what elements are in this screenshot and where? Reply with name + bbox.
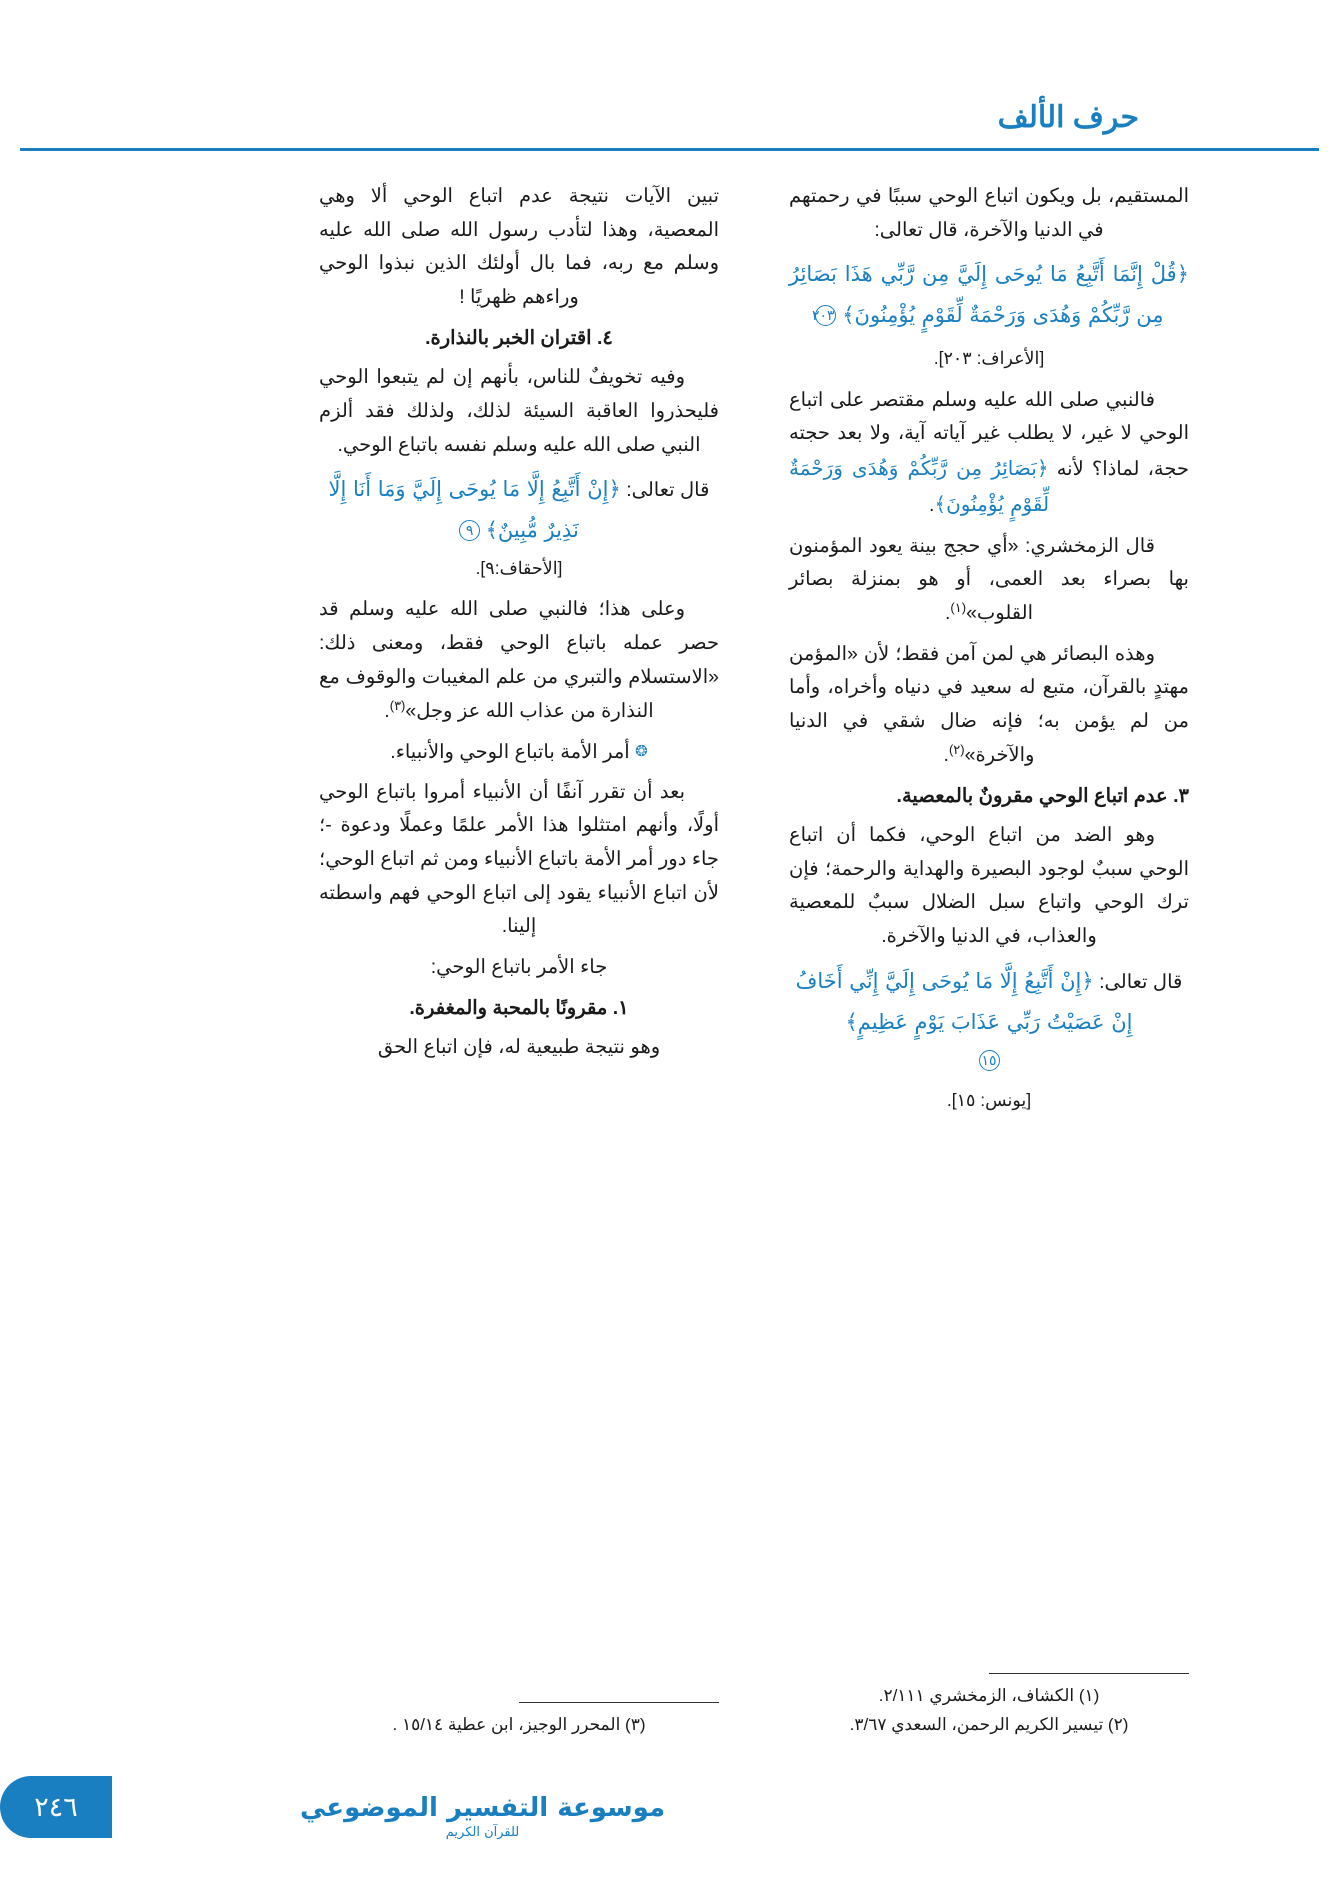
section-heading: ٣. عدم اتباع الوحي مقرونٌ بالمعصية. — [896, 784, 1189, 807]
quran-verse: ﴿إِنْ أَتَّبِعُ إِلَّا مَا يُوحَى إِلَيَّ إِنِّي أَخَافُ إِنْ عَصَيْتُ رَبِّي عَذَابَ يَوْمٍ عَظِيمٍ﴾ — [795, 968, 1133, 1034]
paragraph-text: وهذه البصائر هي لمن آمن فقط؛ لأن «المؤمن مهتدٍ بالقرآن، متبع له سعيد في دنياه وأخراه، وأما من لم يؤمن به؛ فإنه ضال شقي في الدنيا والآخرة» — [789, 642, 1189, 766]
paragraph: المستقيم، بل ويكون اتباع الوحي سببًا في رحمتهم في الدنيا والآخرة، قال تعالى: — [789, 185, 1189, 241]
ayah-number-badge: ٢٠٣ — [815, 305, 836, 326]
footnote-divider — [519, 1702, 719, 1704]
page-footer — [0, 1758, 1339, 1848]
footnote-item: (٢) تيسير الكريم الرحمن، السعدي ٣/٦٧. — [849, 1715, 1129, 1735]
verse-intro-label: قال تعالى: — [1099, 970, 1183, 993]
paragraph — [319, 361, 719, 462]
paragraph-text: قال الزمخشري: «أي حجج بينة يعود المؤمنون بها بصراء بعد العمى، أو هو بمنزلة بصائر القلوب» — [789, 534, 1189, 625]
footnotes-left — [319, 1702, 719, 1740]
publisher-logo — [300, 1793, 665, 1840]
verse-reference: [الأعراف: ٢٠٣]. — [933, 348, 1045, 369]
paragraph — [789, 530, 1189, 631]
footnote-divider — [989, 1673, 1189, 1675]
bullet-heading — [319, 736, 719, 769]
flower-bullet-icon: ❂ — [635, 743, 648, 761]
section-heading: ١. مقرونًا بالمحبة والمغفرة. — [409, 996, 629, 1019]
paragraph-text: بعد أن تقرر آنفًا أن الأنبياء أمروا باتباع الوحي أولًا، وأنهم امتثلوا هذا الأمر علمًا وعملًا ودعوة -؛ جاء دور أمر الأمة باتباع الأنبياء ومن ثم اتباع الوحي؛ لأن اتباع الأنبياء يقود إلى اتباع الوحي فهم واسطته إلينا. — [319, 780, 719, 938]
quran-verse — [789, 254, 1189, 336]
quran-text: ﴿قُلْ إِنَّمَا أَتَّبِعُ مَا يُوحَى إِلَيَّ مِن رَّبِّي هَذَا بَصَائِرُ مِن رَّبِّكُمْ وَهُدَى وَرَحْمَةٌ لِّقَوْمٍ يُؤْمِنُونَ﴾ — [789, 262, 1189, 328]
page-header — [0, 100, 1339, 160]
paragraph: جاء الأمر باتباع الوحي: — [430, 956, 608, 979]
paragraph — [319, 776, 719, 945]
paragraph-text: وهو الضد من اتباع الوحي، فكما أن اتباع الوحي سببٌ لوجود البصيرة والهداية والرحمة؛ فإن ترك الوحي واتباع سبل الضلال سببٌ للمعصية والعذاب، في الدنيا والآخرة. — [789, 823, 1189, 948]
paragraph: وهو نتيجة طبيعية له، فإن اتباع الحق — [377, 1036, 661, 1059]
paragraph-text: فالنبي صلى الله عليه وسلم مقتصر على اتباع الوحي لا غير، لا يطلب غير آياته آية، ولا بعد حجته حجة، لماذا؟ لأنه — [789, 388, 1189, 481]
paragraph-tail: . — [944, 602, 951, 625]
footnote-item: (١) الكشاف، الزمخشري ٢/١١١. — [878, 1686, 1100, 1706]
quran-verse: ﴿إِنْ أَتَّبِعُ إِلَّا مَا يُوحَى إِلَيَّ وَمَا أَنَا إِلَّا نَذِيرٌ مُّبِينٌ﴾ — [328, 477, 621, 543]
paragraph — [319, 593, 719, 728]
footnote-marker: (٢) — [948, 741, 965, 757]
paragraph-tail: . — [943, 743, 949, 766]
verse-intro — [319, 469, 719, 551]
section-heading: ٤. اقتران الخبر بالنذارة. — [425, 326, 613, 349]
footnotes-right — [789, 1673, 1189, 1740]
verse-intro — [789, 961, 1189, 1043]
verse-intro-label: قال تعالى: — [626, 479, 710, 502]
paragraph-tail: . — [928, 493, 935, 516]
page-title: حرف الألف — [997, 101, 1139, 134]
paragraph-text: وعلى هذا؛ فالنبي صلى الله عليه وسلم قد حصر عمله باتباع الوحي فقط، ومعنى ذلك: «الاستسلام والتبري من علم المغيبات والوقوف مع النذارة من عذاب الله عز وجل» — [319, 598, 719, 722]
column-right — [789, 180, 1189, 1740]
two-column-body — [150, 180, 1189, 1740]
footnote-item: (٣) المحرر الوجيز، ابن عطية ١٥/١٤ . — [392, 1715, 646, 1735]
paragraph — [789, 384, 1189, 523]
ayah-badge-line — [789, 1045, 1189, 1079]
paragraph-tail: . — [384, 699, 390, 722]
paragraph — [789, 819, 1189, 954]
page-number-badge: ٢٤٦ — [0, 1776, 112, 1838]
ayah-number-badge: ٩ — [459, 520, 480, 541]
paragraph-text: وفيه تخويفٌ للناس، بأنهم إن لم يتبعوا الوحي فليحذروا العاقبة السيئة لذلك، ولذلك فقد ألزم النبي صلى الله عليه وسلم نفسه باتباع الوحي. — [319, 366, 719, 456]
header-divider — [20, 148, 1319, 151]
inline-quran-quote: ﴿بَصَائِرُ مِن رَّبِّكُمْ وَهُدَى وَرَحْمَةٌ لِّقَوْمٍ يُؤْمِنُونَ﴾ — [789, 456, 1050, 516]
logo-subtitle: للقرآن الكريم — [445, 1825, 520, 1840]
footnote-marker: (٣) — [389, 697, 406, 713]
column-left — [319, 180, 719, 1740]
paragraph: تبين الآيات نتيجة عدم اتباع الوحي ألا وهي المعصية، وهذا لتأدب رسول الله صلى الله عليه وسلم مع ربه، فما بال أولئك الذين نبذوا الوحي وراءهم ظهريًا ! — [319, 185, 719, 309]
logo-title: موسوعة التفسير الموضوعي — [300, 1793, 666, 1823]
verse-reference: [الأحقاف:٩]. — [475, 558, 563, 579]
paragraph — [789, 638, 1189, 773]
verse-reference: [يونس: ١٥]. — [946, 1090, 1032, 1111]
footnote-marker: (١) — [950, 600, 967, 616]
bullet-heading-label: أمر الأمة باتباع الوحي والأنبياء. — [390, 741, 630, 764]
ayah-number-badge: ١٥ — [979, 1050, 1000, 1071]
